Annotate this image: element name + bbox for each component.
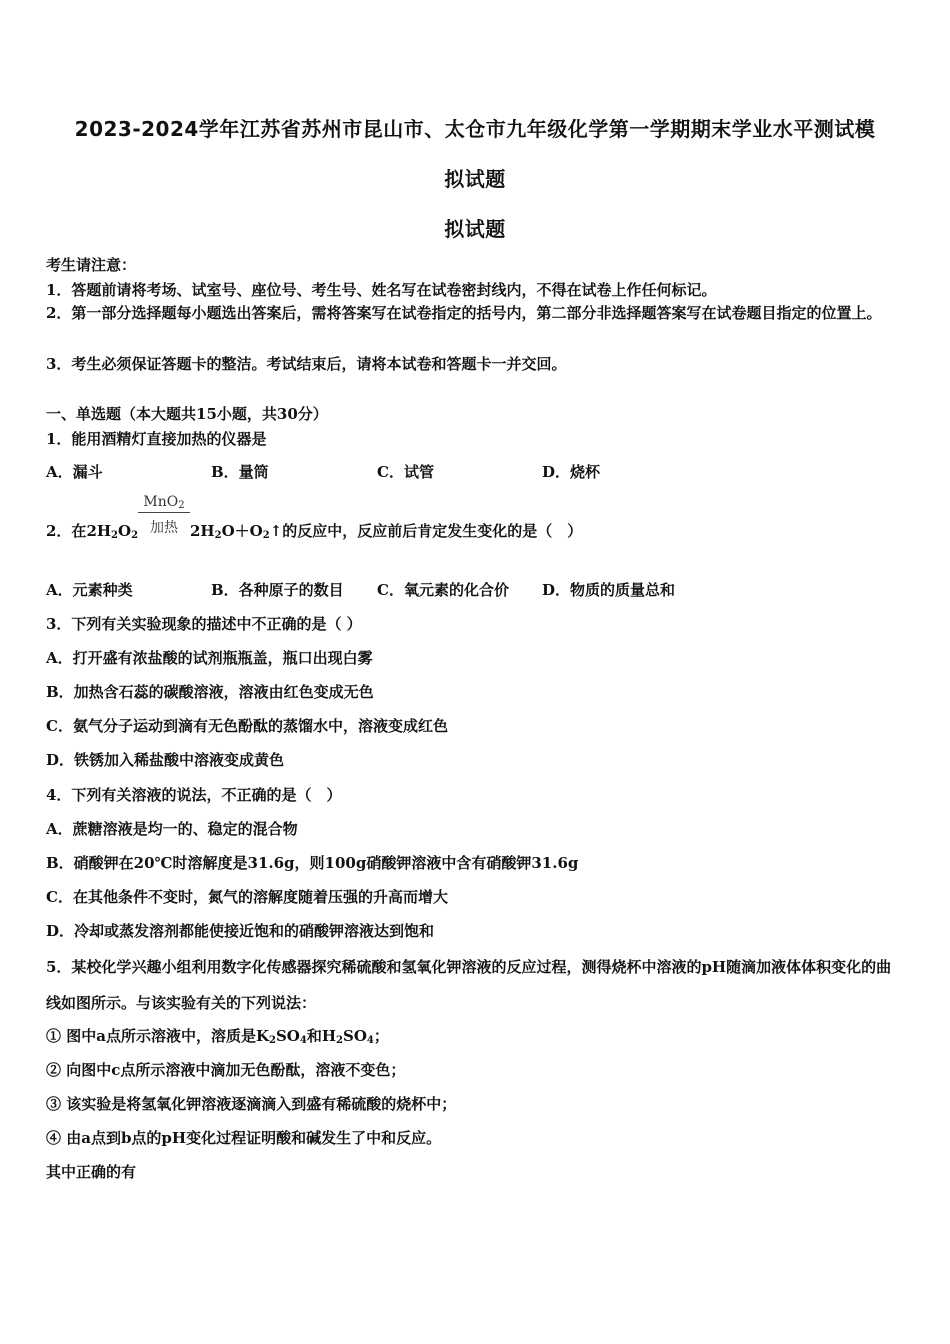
q3-stem: 3．下列有关实验现象的描述中不正确的是（ ） xyxy=(46,615,362,633)
q2-reaction-condition xyxy=(138,494,190,537)
q4-option-a: A．蔗糖溶液是均一的、稳定的混合物 xyxy=(46,820,298,838)
notice-item-3: 3．考生必须保证答题卡的整洁。考试结束后，请将本试卷和答题卡一并交回。 xyxy=(46,355,567,373)
q5-s1-sub3: 2 xyxy=(336,1035,343,1046)
q5-s1-c: 和H xyxy=(306,1027,337,1045)
q1-option-c: C．试管 xyxy=(377,463,434,481)
exam-title-line3: 拟试题 xyxy=(444,217,506,241)
q5-s1-b: SO xyxy=(275,1027,300,1045)
q2-reactant-sub1: 2 xyxy=(111,530,119,541)
q4-option-c: C．在其他条件不变时，氮气的溶解度随着压强的升高而增大 xyxy=(46,888,448,906)
q1-option-d: D．烧杯 xyxy=(542,463,601,481)
q5-stem: 5．某校化学兴趣小组利用数字化传感器探究稀硫酸和氢氧化钾溶液的反应过程，测得烧杯中溶液的pH随滴加液体体积变化的曲线如图所示。与该实验有关的下列说法： xyxy=(46,958,892,1012)
q5-s1-sub1: 2 xyxy=(268,1035,276,1046)
q2-reactant-sub2: 2 xyxy=(131,530,139,541)
q2-option-c: C．氧元素的化合价 xyxy=(377,581,509,599)
q2-option-a: A．元素种类 xyxy=(46,581,133,599)
notice-item-1: 1．答题前请将考场、试室号、座位号、考生号、姓名写在试卷密封线内，不得在试卷上作任何标记。 xyxy=(46,281,717,299)
q2-product2-sub: 2 xyxy=(262,530,270,541)
section-heading: 一、单选题（本大题共15小题，共30分） xyxy=(46,405,328,423)
q2-reactant: 2H xyxy=(86,522,112,540)
q5-ending: 其中正确的有 xyxy=(46,1163,137,1181)
notice-heading: 考生请注意： xyxy=(46,256,137,274)
q5-s1-a: ① 图中a点所示溶液中，溶质是K xyxy=(46,1027,269,1045)
q4-option-b: B．硝酸钾在20℃时溶解度是31.6g，则100g硝酸钾溶液中含有硝酸钾31.6g xyxy=(46,854,579,872)
exam-title-line1: 2023-2024学年江苏省苏州市昆山市、太仓市九年级化学第一学期期末学业水平测试模 xyxy=(74,117,876,141)
q2-product1-sub: 2 xyxy=(214,530,222,541)
q5-s1-sub2: 4 xyxy=(299,1035,307,1046)
q5-s1-sub4: 4 xyxy=(366,1035,374,1046)
q1-stem: 1．能用酒精灯直接加热的仪器是 xyxy=(46,430,267,448)
q2-reactant-mid: O xyxy=(118,522,132,540)
q1-option-a: A．漏斗 xyxy=(46,463,103,481)
q2-option-d: D．物质的质量总和 xyxy=(542,581,676,599)
q2-condition: 加热 xyxy=(150,520,178,536)
q3-option-b: B．加热含石蕊的碳酸溶液，溶液由红色变成无色 xyxy=(46,683,374,701)
q2-suffix: ↑的反应中，反应前后肯定发生变化的是（ ） xyxy=(269,522,583,540)
q2-product1: 2H xyxy=(190,522,215,540)
q4-stem: 4．下列有关溶液的说法，不正确的是（ ） xyxy=(46,786,342,804)
q5-statement-1 xyxy=(46,1025,389,1046)
q2-prefix: 2．在 xyxy=(46,522,87,540)
q3-option-d: D．铁锈加入稀盐酸中溶液变成黄色 xyxy=(46,751,285,769)
exam-title-line2: 拟试题 xyxy=(444,167,506,191)
q5-s1-e: ； xyxy=(373,1027,389,1045)
q5-statement-2: ② 向图中c点所示溶液中滴加无色酚酞，溶液不变色； xyxy=(46,1061,406,1079)
q1-option-b: B．量筒 xyxy=(211,463,269,481)
q3-option-a: A．打开盛有浓盐酸的试剂瓶瓶盖，瓶口出现白雾 xyxy=(46,649,373,667)
notice-item-2: 2．第一部分选择题每小题选出答案后，需将答案写在试卷指定的括号内，第二部分非选择题答案写在试卷题目指定的位置上。 xyxy=(46,304,882,322)
q2-catalyst-sub: 2 xyxy=(178,500,185,511)
q2-stem xyxy=(46,494,906,554)
q4-option-d: D．冷却或蒸发溶剂都能使接近饱和的硝酸钾溶液达到饱和 xyxy=(46,922,435,940)
q2-product1-end: O＋O xyxy=(221,522,263,540)
q5-statement-4: ④ 由a点到b点的pH变化过程证明酸和碱发生了中和反应。 xyxy=(46,1129,442,1147)
q5-statement-3: ③ 该实验是将氢氧化钾溶液逐滴滴入到盛有稀硫酸的烧杯中； xyxy=(46,1095,457,1113)
q3-option-c: C．氨气分子运动到滴有无色酚酞的蒸馏水中，溶液变成红色 xyxy=(46,717,448,735)
q2-catalyst: MnO xyxy=(143,494,179,510)
q5-s1-d: SO xyxy=(342,1027,367,1045)
q2-option-b: B．各种原子的数目 xyxy=(211,581,344,599)
